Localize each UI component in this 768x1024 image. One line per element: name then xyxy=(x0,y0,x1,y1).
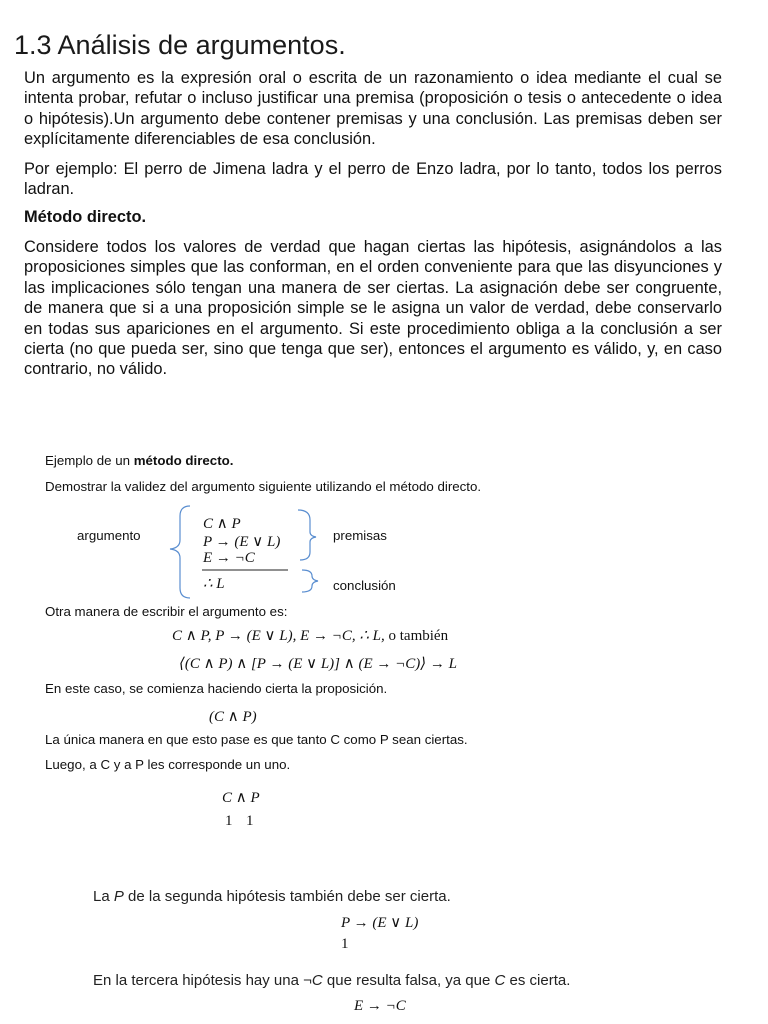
alt-formula-1: C ∧ P, P → (E ∨ L), E → ¬C, ∴ L, xyxy=(172,628,385,644)
step3-text: Luego, a C y a P les corresponde un uno. xyxy=(45,757,291,772)
example-heading-prefix: Ejemplo de un xyxy=(45,453,134,468)
second-formula: P → (E ∨ L) xyxy=(341,915,419,931)
alt-intro: Otra manera de escribir el argumento es: xyxy=(45,604,288,619)
third-hyp-mid: que resulta falsa, ya que xyxy=(322,972,495,989)
truth-formula: C ∧ P xyxy=(222,790,260,806)
alt-formula-1-line xyxy=(172,626,448,645)
conclusion-label: conclusión xyxy=(333,578,396,593)
premise-3: E → ¬C xyxy=(203,550,255,566)
truth-value-p: 1 xyxy=(246,813,254,829)
premise-2: P → (E ∨ L) xyxy=(203,534,281,550)
second-value: 1 xyxy=(341,936,349,952)
step2-text: La única manera en que esto pase es que tanto C como P sean ciertas. xyxy=(45,732,468,747)
conclusion-formula: ∴ L xyxy=(203,576,225,592)
premises-label: premisas xyxy=(333,528,387,543)
alt-formula-2: ⟨(C ∧ P) ∧ [P → (E ∨ L)] ∧ (E → ¬C)⟩ → L xyxy=(179,656,457,672)
left-brace xyxy=(170,506,190,598)
section-title: 1.3 Análisis de argumentos. xyxy=(14,30,346,60)
step1-text: En este caso, se comienza haciendo cierta la proposición. xyxy=(45,681,388,696)
premise-1: C ∧ P xyxy=(203,516,241,532)
step1-formula: (C ∧ P) xyxy=(209,709,257,725)
third-hyp-var: ¬C xyxy=(303,972,323,989)
third-formula: E → ¬C xyxy=(354,998,406,1014)
example-heading-bold: método directo. xyxy=(133,453,234,468)
premises-brace xyxy=(298,510,316,560)
argument-label: argumento xyxy=(77,528,141,543)
example-heading xyxy=(45,452,233,469)
third-hyp-post: es cierta. xyxy=(505,972,571,989)
second-hypothesis-text xyxy=(93,888,451,905)
third-hypothesis-text xyxy=(93,972,570,989)
conclusion-brace xyxy=(302,570,318,592)
second-hyp-pre: La xyxy=(93,888,114,905)
second-hyp-post: de la segunda hipótesis también debe ser cierta. xyxy=(123,888,451,905)
third-hyp-pre: En la tercera hipótesis hay una xyxy=(93,972,304,989)
alt-formula-1-suffix: o también xyxy=(384,628,449,644)
intro-paragraph: Un argumento es la expresión oral o escrita de un razonamiento o idea mediante el cual se intenta probar, refutar o incluso justificar una premisa (proposición o tesis o antecedente o idea o hipótesis).Un argumento debe contener premisas y una conclusión. Las premisas deben ser explícitamente diferenciables de esa conclusión. xyxy=(24,69,722,149)
third-hyp-var2: C xyxy=(494,972,506,989)
method-paragraph: Considere todos los valores de verdad que hagan ciertas las hipótesis, asignándolos a las proposiciones simples que las conforman, en el orden conveniente para que las disyunciones y las implicaciones sólo tengan una manera de ser ciertas. La asignación debe ser congruente, de manera que si a una proposición simple se le asigna un valor de verdad, debe conservarlo en todas sus apariciones en el argumento. Si este procedimiento obliga a la conclusión a ser cierta (no que pueda ser, sino que tenga que ser), entonces el argumento es válido, y, en caso contrario, no válido. xyxy=(24,238,722,379)
truth-value-c: 1 xyxy=(225,813,233,829)
example-instruction: Demostrar la validez del argumento siguiente utilizando el método directo. xyxy=(45,479,482,494)
example-paragraph: Por ejemplo: El perro de Jimena ladra y el perro de Enzo ladra, por lo tanto, todos los perros ladran. xyxy=(24,160,722,199)
method-heading: Método directo. xyxy=(24,208,147,226)
second-hyp-var: P xyxy=(113,888,124,905)
